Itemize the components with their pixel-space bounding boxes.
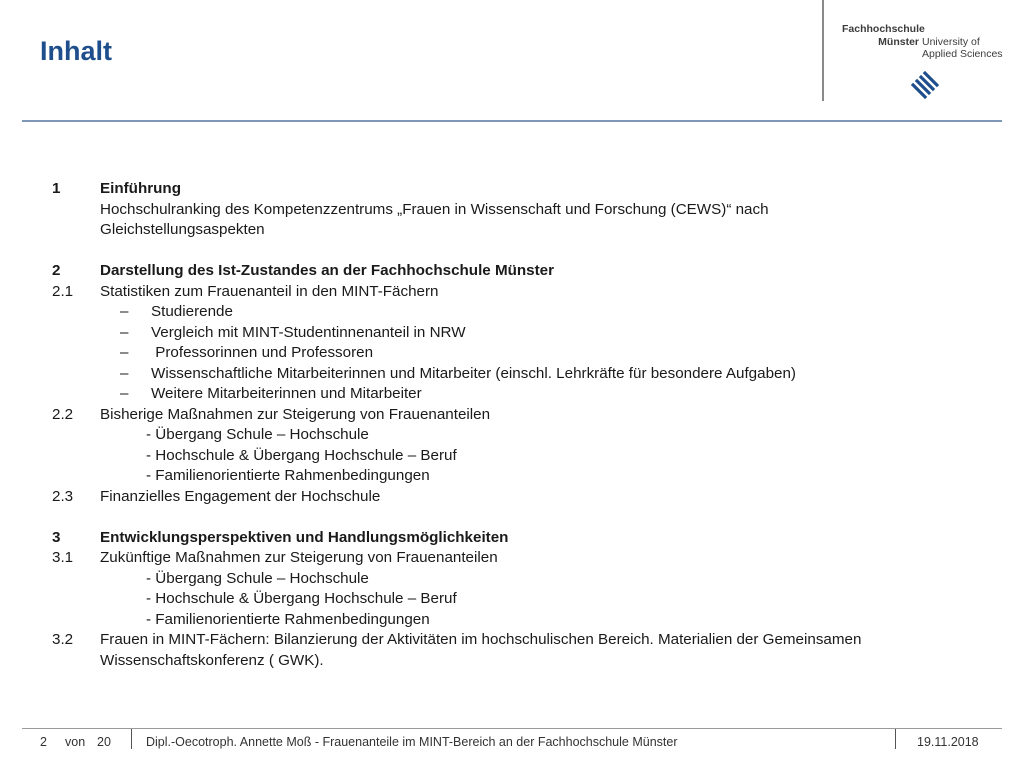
section-number: 2.1 [52,282,74,300]
list-item: - Übergang Schule – Hochschule [146,569,369,587]
list-item-text: Wissenschaftliche Mitarbeiterinnen und Mitarbeiter (einschl. Lehrkräfte für besondere Aufgaben) [151,364,796,382]
header-divider-horizontal [22,120,1002,122]
logo-line1: Fachhochschule [842,23,925,35]
list-item [52,323,982,344]
section-description-line: Hochschulranking des Kompetenzzentrums „Frauen in Wissenschaft und Forschung (CEWS)“ nach [100,200,769,218]
section-title: Frauen in MINT-Fächern: Bilanzierung der Aktivitäten im hochschulischen Bereich. Materialien der Gemeinsamen Wissenschaftskonferenz ( GWK). [100,631,862,669]
section-3-heading [52,528,982,549]
list-item-text: Weitere Mitarbeiterinnen und Mitarbeiter [151,385,422,402]
footer-date: 19.11.2018 [917,735,979,749]
list-item [52,364,982,385]
section-1-heading [52,179,982,200]
list-item: - Familienorientierte Rahmenbedingungen [146,467,430,484]
list-item: - Hochschule & Übergang Hochschule – Beruf [146,446,457,464]
list-item: - Übergang Schule – Hochschule [146,426,369,443]
section-title: Bisherige Maßnahmen zur Steigerung von Frauenanteilen [100,405,491,423]
footer-separator [895,729,896,749]
dash-bullet: – [120,303,129,320]
footer-total-pages: 20 [97,735,111,749]
section-title: Statistiken zum Frauenanteil in den MINT-Fächern [100,282,439,300]
dash-bullet: – [120,385,129,402]
header-divider-vertical [822,0,824,101]
section-title: Zukünftige Maßnahmen zur Steigerung von Frauenanteilen [100,549,498,566]
list-item [52,302,982,323]
logo-applied-sciences: Applied Sciences [922,48,1003,60]
section-title: Entwicklungsperspektiven und Handlungsmöglichkeiten [100,528,509,546]
footer-separator [131,729,132,749]
section-number: 2.3 [52,487,74,505]
section-number: 2 [52,262,61,279]
logo-university-of: University of [922,35,980,48]
slide-title: Inhalt [40,36,112,66]
section-number: 3.2 [52,631,74,648]
list-item-text: Vergleich mit MINT-Studentinnenanteil in NRW [151,323,466,341]
list-item: - Hochschule & Übergang Hochschule – Beruf [146,590,457,607]
list-item [52,384,982,405]
section-3-1-heading [52,548,982,569]
footer-divider [22,728,1002,729]
table-of-contents [52,179,982,671]
dash-bullet: – [120,323,129,341]
list-item [52,343,982,364]
dash-bullet: – [120,344,129,361]
section-description-line: Gleichstellungsaspekten [100,221,265,238]
section-3-2-heading [52,630,982,671]
section-title: Finanzielles Engagement der Hochschule [100,487,381,505]
section-2-2-heading [52,405,982,426]
section-number: 3 [52,528,61,546]
section-number: 1 [52,180,61,197]
section-title: Einführung [100,180,181,197]
section-title: Darstellung des Ist-Zustandes an der Fachhochschule Münster [100,262,555,279]
footer-page-number: 2 [40,735,47,749]
university-logo-mark-icon [911,71,939,99]
dash-bullet: – [120,364,129,382]
section-number: 3.1 [52,549,74,566]
list-item: - Familienorientierte Rahmenbedingungen [146,610,430,628]
footer-title: Dipl.-Oecotroph. Annette Moß - Frauenanteile im MINT-Bereich an der Fachhochschule Münster [146,735,678,749]
section-1-description [52,200,982,241]
section-2-heading [52,261,982,282]
university-logo [842,23,1003,61]
section-2-3-heading [52,487,982,508]
footer-von-label: von [65,735,86,749]
section-number: 2.2 [52,405,74,423]
logo-muenster: Münster [878,35,919,48]
section-2-1-heading [52,282,982,303]
list-item-text: Studierende [151,303,233,320]
list-item-text: Professorinnen und Professoren [151,344,374,361]
